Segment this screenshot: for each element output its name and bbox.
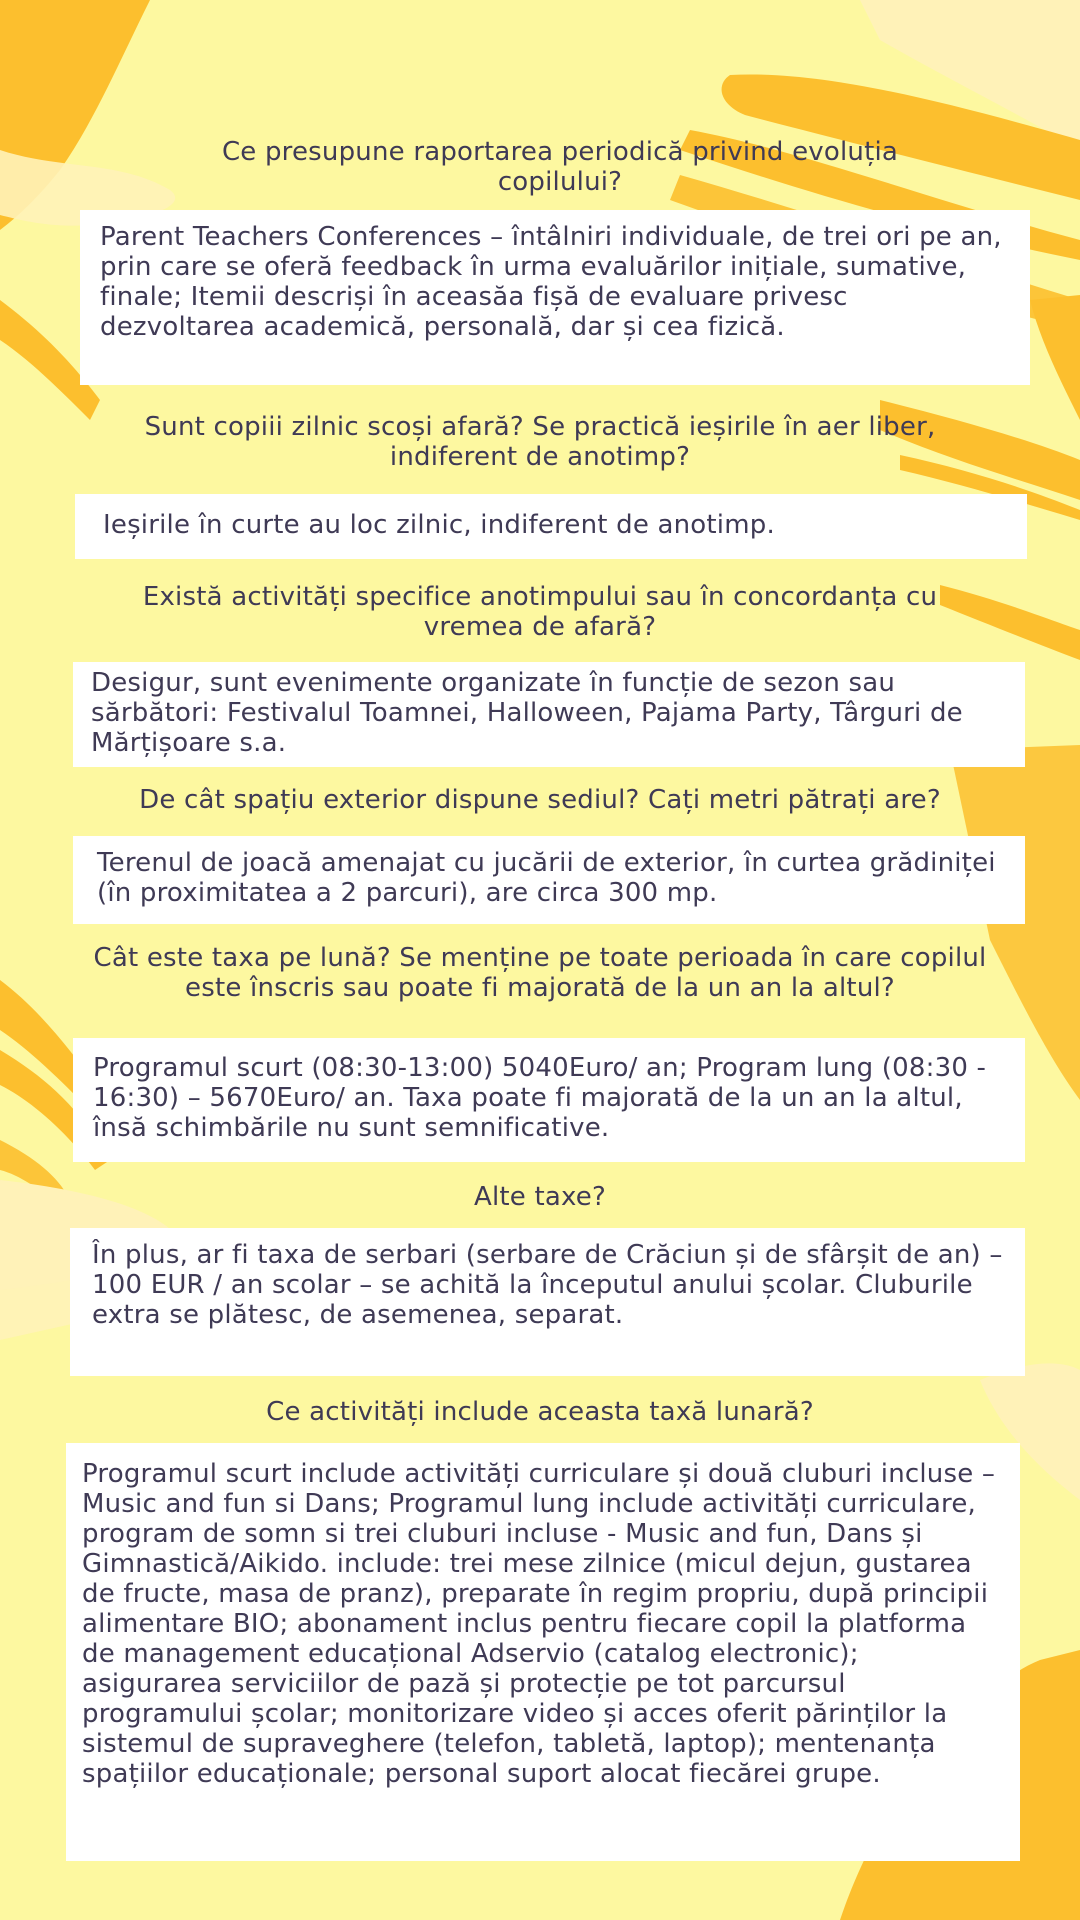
faq-question: Alte taxe? — [474, 1182, 606, 1212]
faq-question: Sunt copiii zilnic scoși afară? Se practică ieșirile în aer liber, indiferent de anotimp? — [144, 412, 936, 472]
faq-answer — [73, 1038, 1025, 1162]
faq-answer-text: Desigur, sunt evenimente organizate în funcție de sezon sau sărbători: Festivalul Toamnei, Halloween, Pajama Party, Târguri de Mărțișoare s.a. — [91, 668, 963, 758]
faq-answer — [80, 210, 1030, 385]
faq-answer-text: Ieșirile în curte au loc zilnic, indiferent de anotimp. — [103, 510, 775, 540]
faq-answer-text: În plus, ar fi taxa de serbari (serbare de Crăciun și de sfârșit de an) – 100 EUR / an scolar – se achită la începutul anului școlar. Cluburile extra se plătesc, de asemenea, separat. — [92, 1240, 1003, 1330]
faq-question: Ce activități include aceasta taxă lunară? — [266, 1397, 814, 1427]
faq-question: Cât este taxa pe lună? Se menține pe toate perioada în care copilul este înscris sau poate fi majorată de la un an la altul? — [93, 943, 987, 1003]
faq-question: Există activități specifice anotimpului sau în concordanța cu vremea de afară? — [142, 582, 938, 642]
faq-answer — [66, 1443, 1020, 1861]
faq-answer — [75, 494, 1027, 559]
faq-answer — [73, 836, 1025, 924]
faq-answer-text: Parent Teachers Conferences – întâlniri individuale, de trei ori pe an, prin care se oferă feedback în urma evaluărilor inițiale, sumative, finale; Itemii descriși în aceasăa fișă de evaluare privesc dezvoltarea academică, personală, dar și cea fizică. — [100, 222, 1002, 342]
faq-answer-text: Programul scurt (08:30-13:00) 5040Euro/ an; Program lung (08:30 - 16:30) – 5670Euro/ an. Taxa poate fi majorată de la un an la altul, însă schimbările nu sunt semnificative. — [93, 1053, 987, 1143]
faq-answer-text: Terenul de joacă amenajat cu jucării de exterior, în curtea grădiniței (în proximitatea a 2 parcuri), are circa 300 mp. — [97, 848, 996, 908]
faq-answer — [70, 1228, 1025, 1376]
faq-question: Ce presupune raportarea periodică privind evoluția copilului? — [221, 137, 899, 197]
faq-answer-text: Programul scurt include activități curriculare și două cluburi incluse – Music and fun si Dans; Programul lung include activități curriculare, program de somn si trei cluburi incluse - Music and fun, Dans și Gimnastică/Aikido. include: trei mese zilnice (micul dejun, gustarea de fructe, masa de pranz), preparate în regim propriu, după principii alimentare BIO; abonament inclus pentru fiecare copil la platforma de management educațional Adservio (catalog electronic); asigurarea serviciilor de pază și protecție pe tot parcursul programului școlar; monitorizare video și acces oferit părinților la sistemul de supraveghere (telefon, tabletă, laptop); mentenanța spațiilor educaționale; personal suport alocat fiecărei grupe. — [82, 1459, 996, 1789]
faq-answer — [73, 662, 1025, 767]
faq-question: De cât spațiu exterior dispune sediul? Cați metri pătrați are? — [139, 785, 941, 815]
